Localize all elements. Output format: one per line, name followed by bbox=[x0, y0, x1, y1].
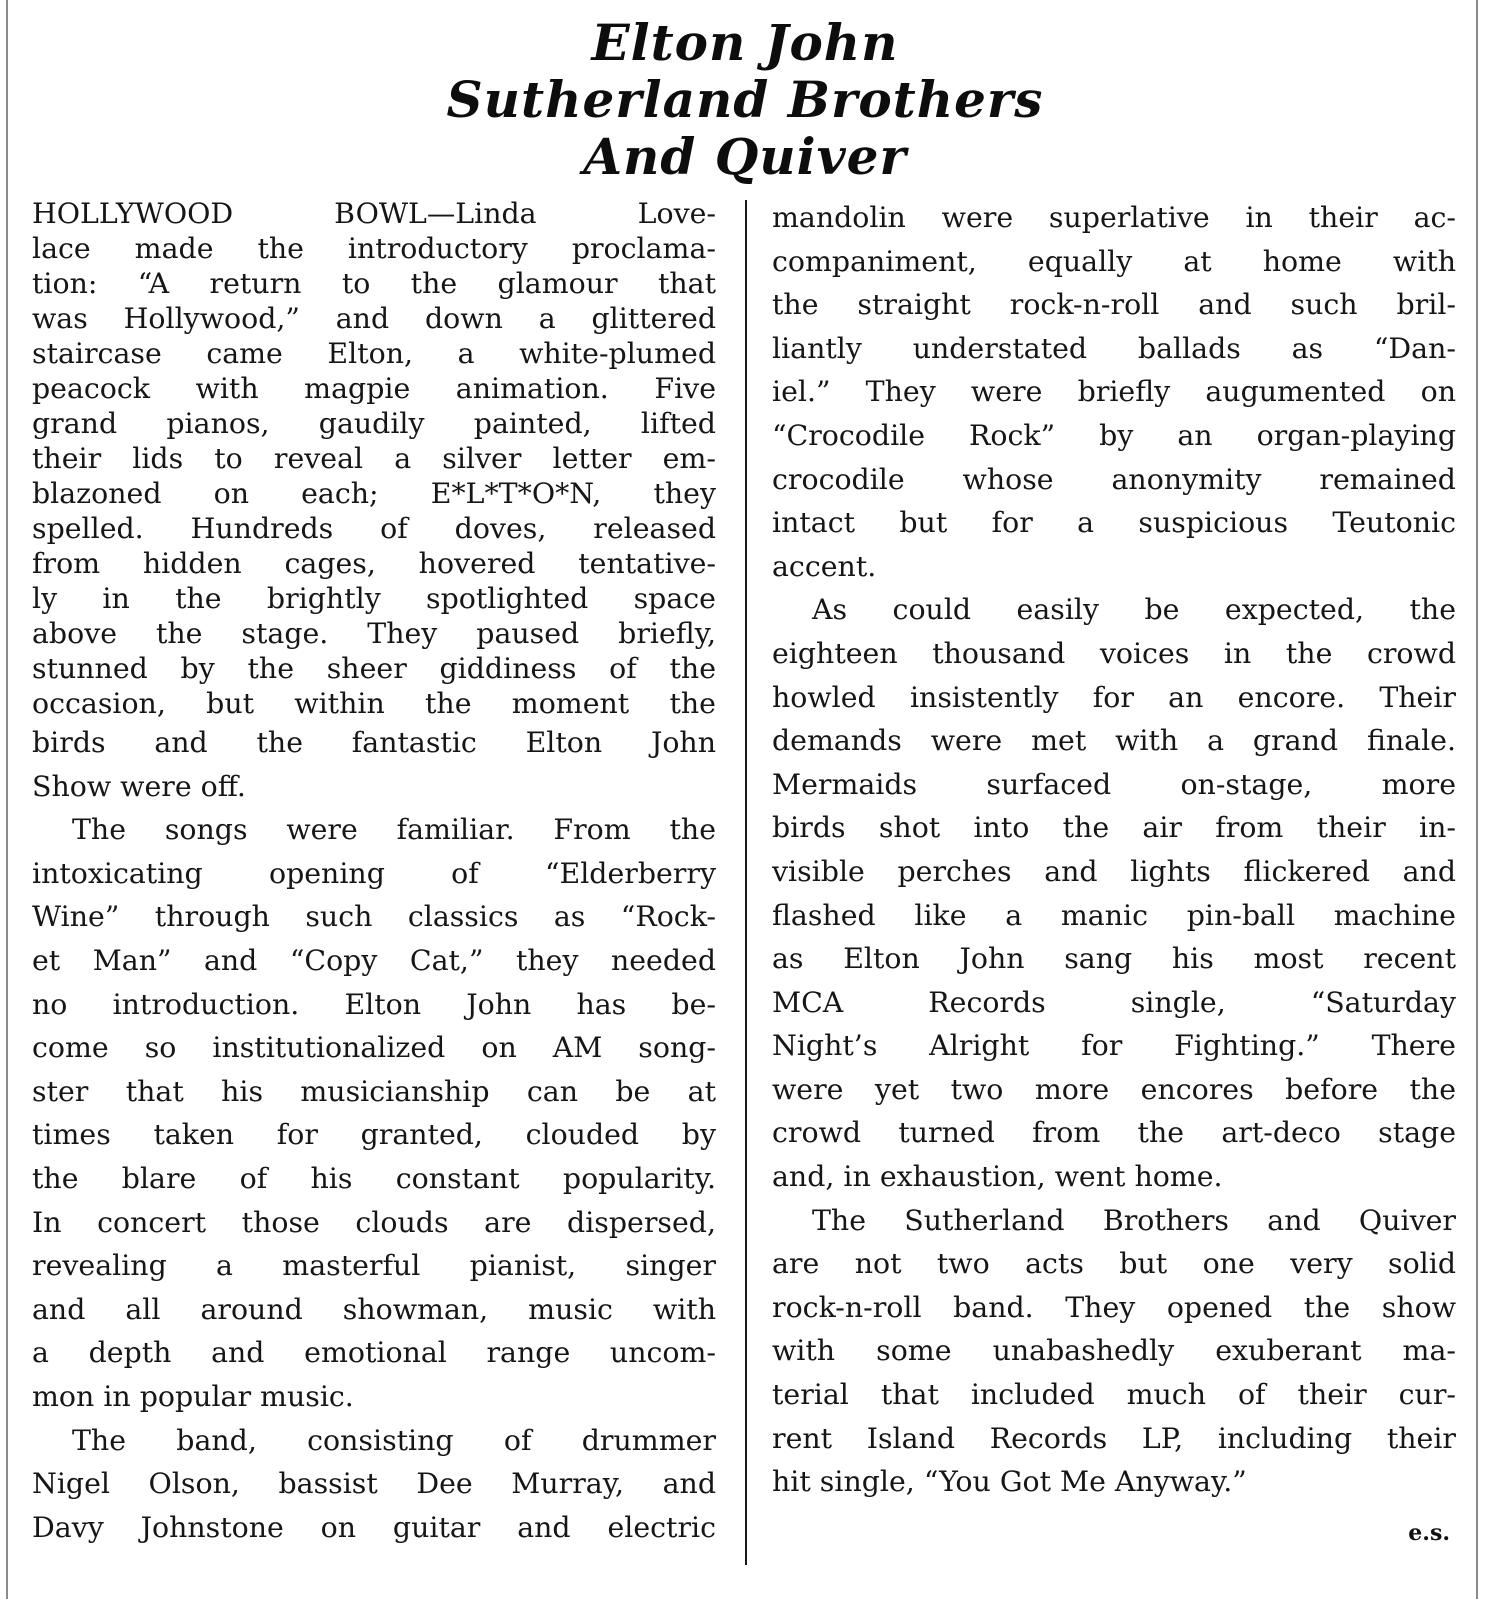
text-line: with some unabashedly exuberant ma- bbox=[772, 1334, 1456, 1368]
page-edge-right bbox=[1476, 0, 1478, 1599]
text-line: from hidden cages, hovered tentative- bbox=[32, 547, 716, 580]
text-line: The songs were familiar. From the bbox=[72, 813, 716, 847]
text-line: The band, consisting of drummer bbox=[72, 1423, 716, 1457]
text-line: no introduction. Elton John has be- bbox=[32, 987, 716, 1021]
text-line: As could easily be expected, the bbox=[812, 593, 1456, 627]
text-line: ly in the brightly spotlighted space bbox=[32, 582, 716, 615]
text-line: above the stage. They paused briefly, bbox=[32, 617, 716, 650]
text-line: was Hollywood,” and down a glittered bbox=[32, 302, 716, 335]
text-line: were yet two more encores before the bbox=[772, 1072, 1456, 1106]
text-line: peacock with magpie animation. Five bbox=[32, 372, 716, 405]
text-line: MCA Records single, “Saturday bbox=[772, 985, 1456, 1019]
text-line: Night’s Alright for Fighting.” There bbox=[772, 1029, 1456, 1063]
text-line: In concert those clouds are dispersed, bbox=[32, 1205, 716, 1239]
text-line: rent Island Records LP, including their bbox=[772, 1421, 1456, 1455]
text-line: rock-n-roll band. They opened the show bbox=[772, 1290, 1456, 1324]
right-column bbox=[772, 196, 1456, 1504]
text-line: intact but for a suspicious Teutonic bbox=[772, 506, 1456, 540]
text-line: howled insistently for an encore. Their bbox=[772, 680, 1456, 714]
text-line: “Crocodile Rock” by an organ-playing bbox=[772, 418, 1456, 452]
text-line: The Sutherland Brothers and Quiver bbox=[812, 1203, 1456, 1237]
text-line: Nigel Olson, bassist Dee Murray, and bbox=[32, 1467, 716, 1501]
paragraph-2 bbox=[32, 808, 716, 1418]
text-line: lace made the introductory proclama- bbox=[32, 232, 716, 265]
left-column bbox=[32, 196, 716, 1549]
text-line: et Man” and “Copy Cat,” they needed bbox=[32, 943, 716, 977]
column-divider bbox=[745, 200, 747, 1565]
text-line: Davy Johnstone on guitar and electric bbox=[32, 1510, 716, 1544]
text-line: mandolin were superlative in their ac- bbox=[772, 201, 1456, 234]
text-line: are not two acts but one very solid bbox=[772, 1247, 1456, 1281]
paragraph-3 bbox=[32, 1419, 716, 1550]
text-line: stunned by the sheer giddiness of the bbox=[32, 652, 716, 685]
text-line: iel.” They were briefly augumented on bbox=[772, 375, 1456, 409]
text-line: Wine” through such classics as “Rock- bbox=[32, 900, 716, 934]
text-line: companiment, equally at home with bbox=[772, 244, 1456, 278]
text-line: as Elton John sang his most recent bbox=[772, 942, 1456, 976]
headline-line-1: Elton John bbox=[591, 13, 899, 72]
text-line: spelled. Hundreds of doves, released bbox=[32, 512, 716, 545]
paragraph-4 bbox=[772, 588, 1456, 1198]
text-line: Mermaids surfaced on-stage, more bbox=[772, 767, 1456, 801]
text-line: ster that his musicianship can be at bbox=[32, 1074, 716, 1108]
text-line: a depth and emotional range uncom- bbox=[32, 1336, 716, 1370]
text-line: times taken for granted, clouded by bbox=[32, 1118, 716, 1152]
text-line: liantly understated ballads as “Dan- bbox=[772, 331, 1456, 365]
headline-line-3: And Quiver bbox=[583, 127, 907, 186]
text-line: terial that included much of their cur- bbox=[772, 1378, 1456, 1412]
article-headline bbox=[0, 14, 1490, 185]
text-line: tion: “A return to the glamour that bbox=[32, 267, 716, 300]
text-line: accent. bbox=[772, 549, 877, 583]
text-line: mon in popular music. bbox=[32, 1379, 354, 1413]
text-line: and all around showman, music with bbox=[32, 1292, 716, 1326]
headline-line-2: Sutherland Brothers bbox=[446, 70, 1044, 129]
text-line: the blare of his constant popularity. bbox=[32, 1161, 716, 1195]
text-line: blazoned on each; E*L*T*O*N, they bbox=[32, 477, 716, 510]
text-line: their lids to reveal a silver letter em- bbox=[32, 442, 716, 475]
text-line: crocodile whose anonymity remained bbox=[772, 462, 1456, 496]
text-line: birds and the fantastic Elton John bbox=[32, 726, 716, 759]
paragraph-5 bbox=[772, 1199, 1456, 1504]
text-line: grand pianos, gaudily painted, lifted bbox=[32, 407, 716, 440]
text-line: hit single, “You Got Me Anyway.” bbox=[772, 1465, 1247, 1499]
text-line: flashed like a manic pin-ball machine bbox=[772, 898, 1456, 932]
paragraph-1-tight bbox=[32, 196, 716, 721]
text-line: intoxicating opening of “Elderberry bbox=[32, 856, 716, 890]
text-line: crowd turned from the art-deco stage bbox=[772, 1116, 1456, 1150]
text-line: demands were met with a grand finale. bbox=[772, 724, 1456, 758]
text-line: birds shot into the air from their in- bbox=[772, 811, 1456, 845]
text-line: revealing a masterful pianist, singer bbox=[32, 1249, 716, 1283]
page-edge-left bbox=[6, 0, 8, 1599]
paragraph-3-continued bbox=[772, 196, 1456, 588]
text-line: eighteen thousand voices in the crowd bbox=[772, 636, 1456, 670]
text-line: staircase came Elton, a white-plumed bbox=[32, 337, 716, 370]
text-line: and, in exhaustion, went home. bbox=[772, 1160, 1223, 1194]
paragraph-1-rest bbox=[32, 721, 716, 808]
text-line: the straight rock-n-roll and such bril- bbox=[772, 288, 1456, 322]
author-initials: e.s. bbox=[1408, 1520, 1450, 1546]
text-line: visible perches and lights flickered and bbox=[772, 854, 1456, 888]
text-line: occasion, but within the moment the bbox=[32, 687, 716, 720]
text-line: Show were off. bbox=[32, 769, 246, 803]
text-line: HOLLYWOOD BOWL—Linda Love- bbox=[32, 197, 716, 230]
text-line: come so institutionalized on AM song- bbox=[32, 1031, 716, 1065]
